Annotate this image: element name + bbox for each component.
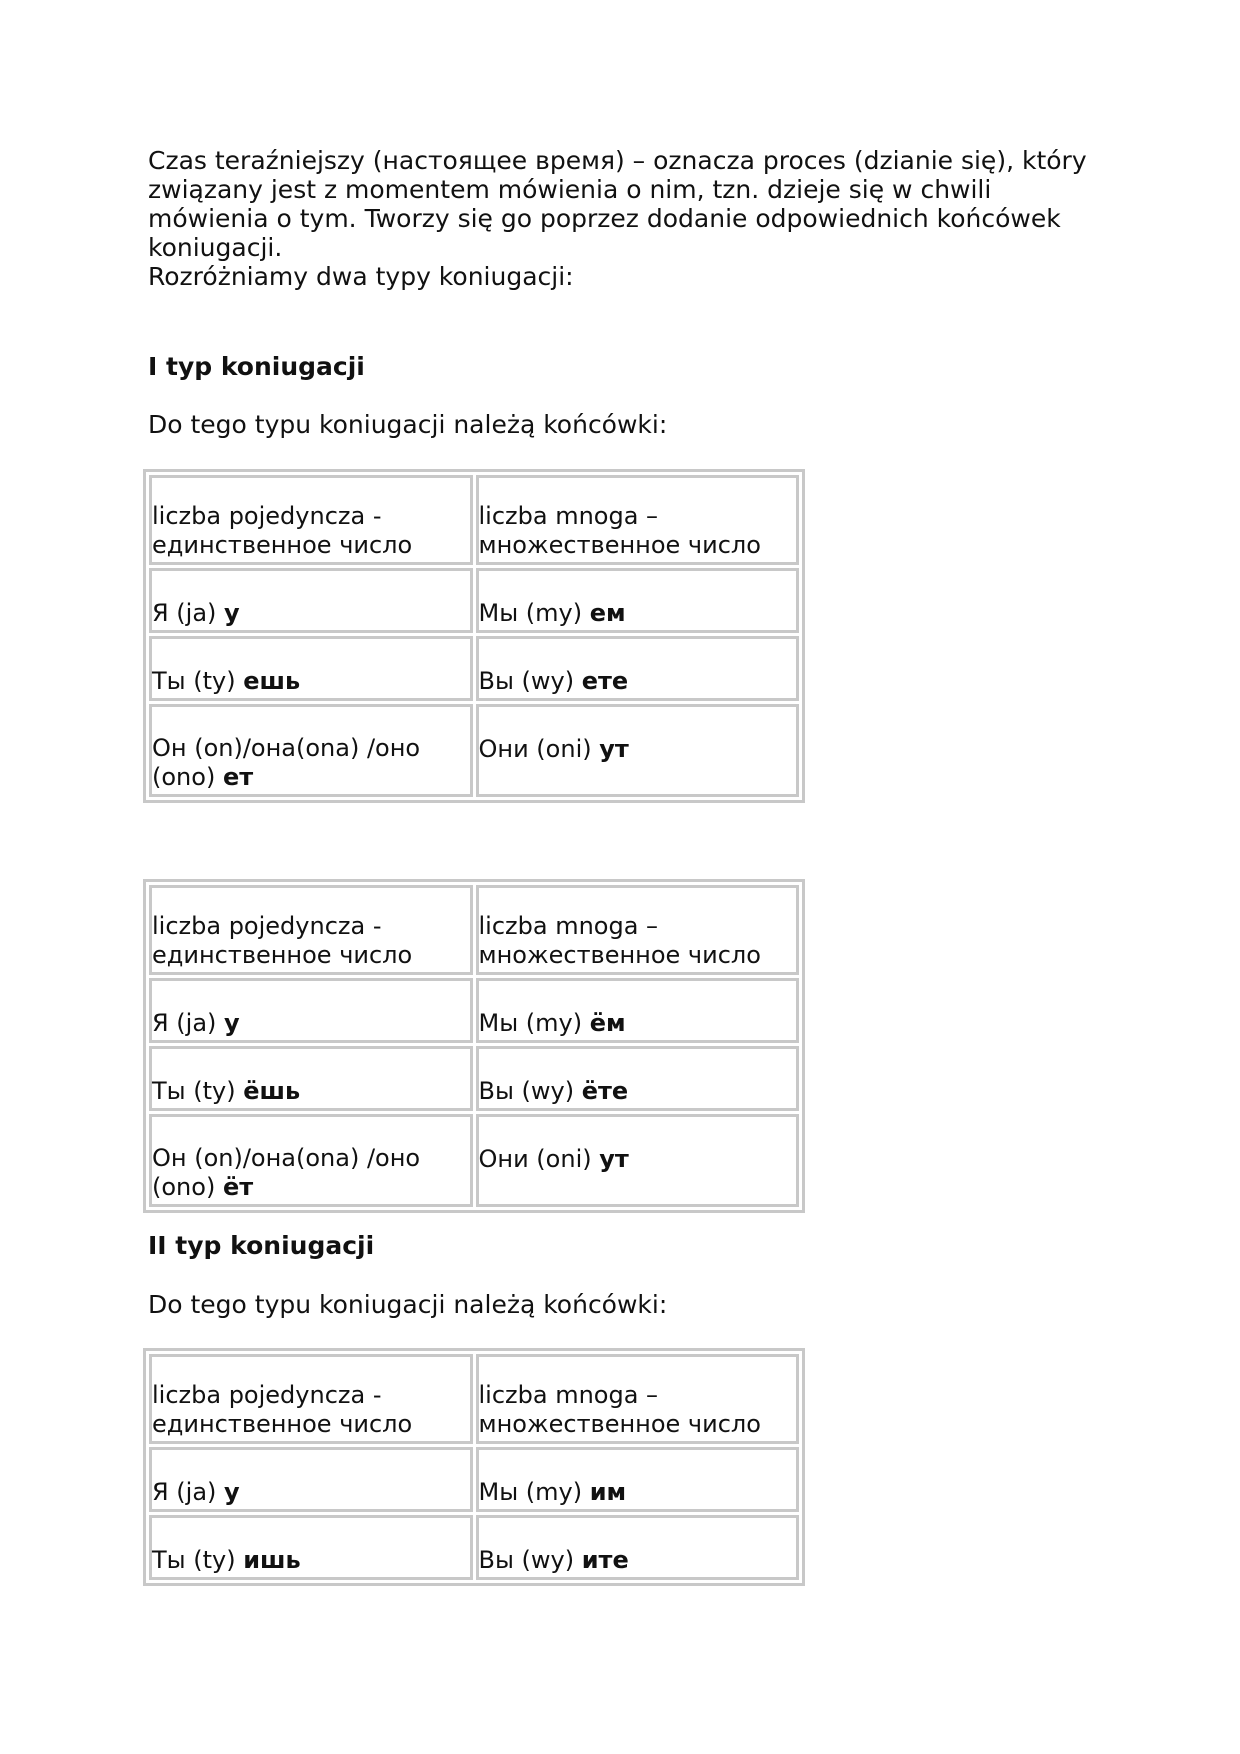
table-header-row	[149, 1354, 799, 1444]
conjugation-table-2	[143, 879, 805, 1213]
conjugation-table-1	[143, 469, 805, 803]
ending: ёшь	[243, 1077, 301, 1105]
table-row	[149, 704, 799, 797]
header-plural: liczba mnoga – множественное число	[476, 885, 800, 975]
table-row	[149, 1114, 799, 1207]
ending: ёт	[222, 1173, 254, 1201]
ending: им	[589, 1478, 627, 1506]
pronoun: Я (ja)	[152, 1009, 225, 1037]
cell-singular	[149, 636, 473, 701]
cell-plural	[476, 1046, 800, 1111]
type2-endings-intro: Do tego typu koniugacji należą końcówki:	[148, 1290, 668, 1319]
cell-plural	[476, 568, 800, 633]
pronoun: Ты (ty)	[152, 1546, 244, 1574]
ending: ут	[599, 735, 629, 763]
cell-singular	[149, 1447, 473, 1512]
cell-singular	[149, 568, 473, 633]
pronoun: Вы (wy)	[478, 1546, 582, 1574]
intro-paragraph: Czas teraźniejszy (настоящее время) – oznacza proces (dzianie się), który związany jest z momentem mówienia o nim, tzn. dzieje się w chwili mówienia o tym. Tworzy się go poprzez dodanie odpowiednich końcówek koniugacji.	[148, 146, 1087, 262]
pronoun: Вы (wy)	[478, 667, 582, 695]
table-row	[149, 1447, 799, 1512]
header-singular: liczba pojedyncza - единственное число	[149, 885, 473, 975]
header-plural: liczba mnoga – множественное число	[476, 475, 800, 565]
cell-plural	[476, 704, 800, 797]
cell-plural	[476, 636, 800, 701]
table-row	[149, 636, 799, 701]
cell-singular	[149, 1515, 473, 1580]
header-plural: liczba mnoga – множественное число	[476, 1354, 800, 1444]
ending: ем	[589, 599, 626, 627]
table-row	[149, 978, 799, 1043]
type2-heading: II typ koniugacji	[148, 1231, 375, 1260]
cell-plural	[476, 978, 800, 1043]
pronoun: Мы (my)	[478, 599, 590, 627]
ending: ешь	[243, 667, 301, 695]
table-header-row	[149, 885, 799, 975]
pronoun: Они (oni)	[478, 735, 600, 763]
table-header-row	[149, 475, 799, 565]
cell-plural	[476, 1515, 800, 1580]
cell-singular	[149, 978, 473, 1043]
ending: ите	[581, 1546, 629, 1574]
cell-singular	[149, 1046, 473, 1111]
table-row	[149, 1046, 799, 1111]
cell-singular	[149, 1114, 473, 1207]
ending: ет	[222, 763, 254, 791]
pronoun: Я (ja)	[152, 1478, 225, 1506]
pronoun: Я (ja)	[152, 599, 225, 627]
header-singular: liczba pojedyncza - единственное число	[149, 1354, 473, 1444]
ending: ишь	[243, 1546, 301, 1574]
pronoun: Вы (wy)	[478, 1077, 582, 1105]
pronoun: Мы (my)	[478, 1478, 590, 1506]
ending: у	[224, 1009, 240, 1037]
ending: ём	[589, 1009, 626, 1037]
ending: у	[224, 599, 240, 627]
header-singular: liczba pojedyncza - единственное число	[149, 475, 473, 565]
table-row	[149, 568, 799, 633]
ending: ёте	[581, 1077, 629, 1105]
conjugation-table-3	[143, 1348, 805, 1586]
types-intro: Rozróżniamy dwa typy koniugacji:	[148, 262, 574, 291]
pronoun: Они (oni)	[478, 1145, 600, 1173]
cell-plural	[476, 1447, 800, 1512]
pronoun: Мы (my)	[478, 1009, 590, 1037]
ending: ете	[581, 667, 629, 695]
type1-heading: I typ koniugacji	[148, 352, 365, 381]
type1-endings-intro: Do tego typu koniugacji należą końcówki:	[148, 410, 668, 439]
table-row	[149, 1515, 799, 1580]
cell-plural	[476, 1114, 800, 1207]
ending: у	[224, 1478, 240, 1506]
ending: ут	[599, 1145, 629, 1173]
pronoun: Ты (ty)	[152, 1077, 244, 1105]
cell-singular	[149, 704, 473, 797]
pronoun: Он (on)/она(ona) /оно (ono)	[152, 1144, 421, 1201]
pronoun: Он (on)/она(ona) /оно (ono)	[152, 734, 421, 791]
pronoun: Ты (ty)	[152, 667, 244, 695]
